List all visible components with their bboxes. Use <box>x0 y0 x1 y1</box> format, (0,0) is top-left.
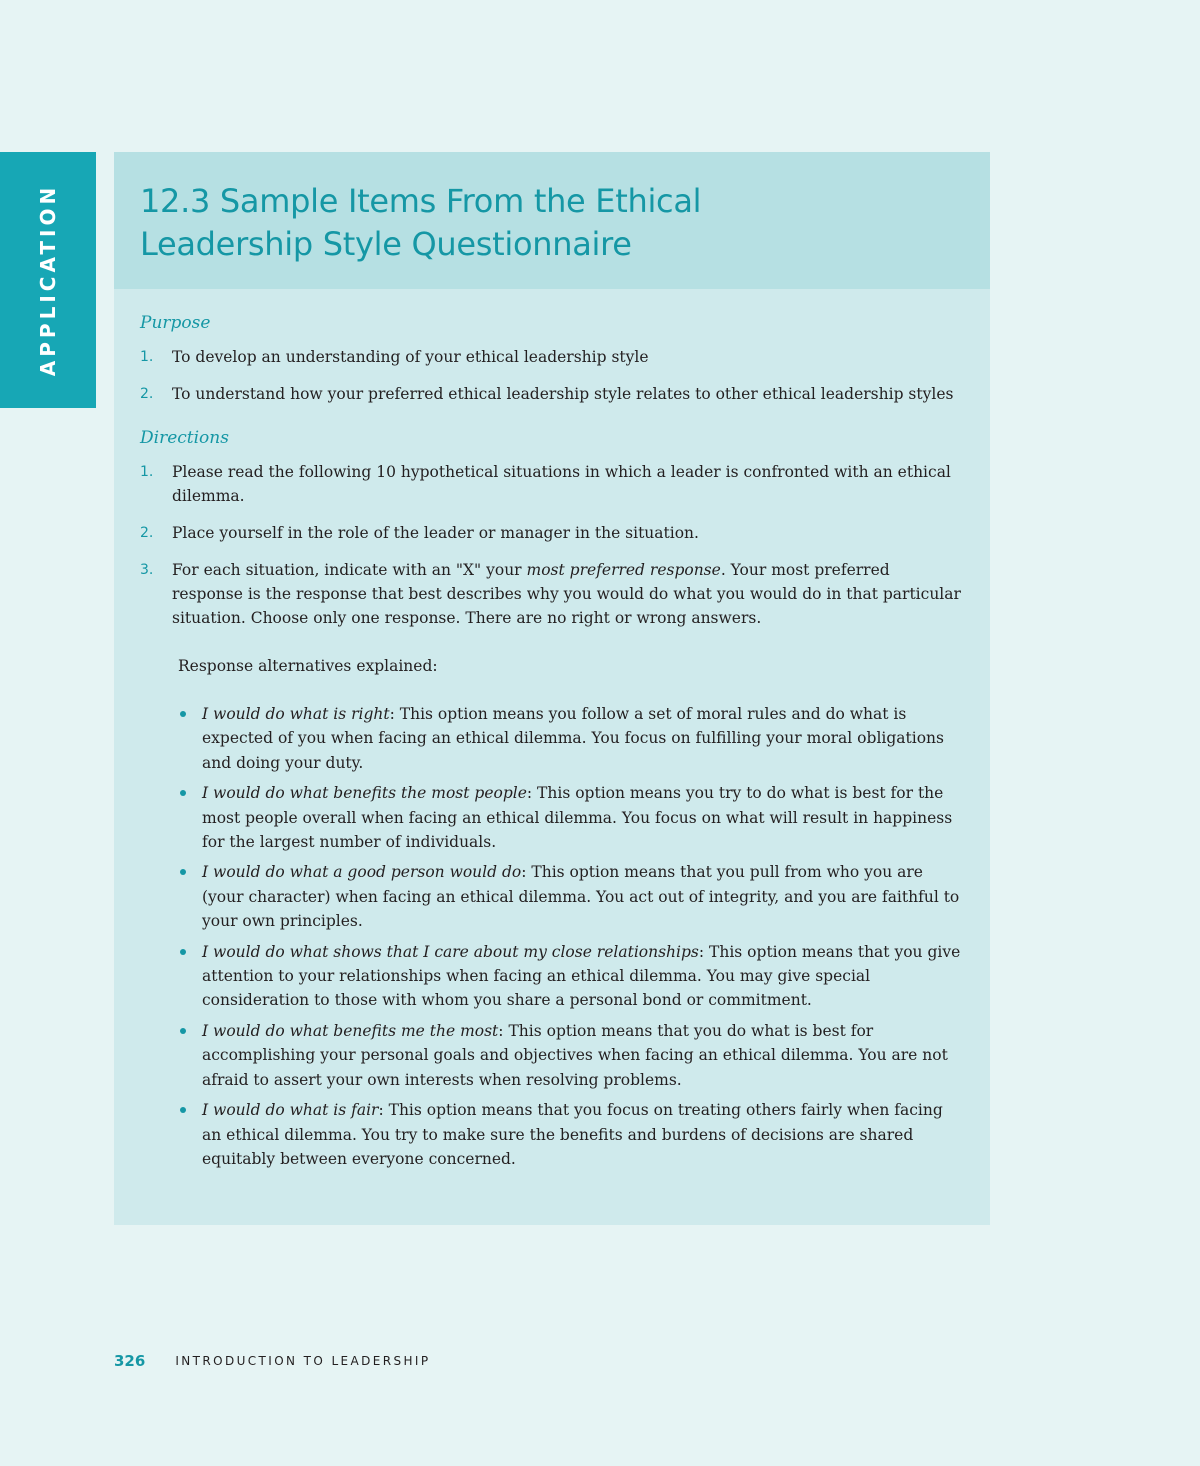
response-alternative-description: : This option means that you focus on treating others fairly when facing an ethical dilemma. You try to make sure the benefits and burdens of decisions are shared equitably between everyone concerned. <box>202 1101 943 1168</box>
response-alternative-label: I would do what benefits me the most <box>202 1021 499 1040</box>
box-title-line-1: 12.3 Sample Items From the Ethical <box>140 182 702 220</box>
response-alternative-label: I would do what benefits the most people <box>202 784 527 803</box>
response-alternative-description: : This option means that you pull from who you are (your character) when facing an ethical dilemma. You act out of integrity, and you are faithful to your own principles. <box>202 863 960 931</box>
response-alternative-description: : This option means that you give attention to your relationships when facing an ethical dilemma. You may give special consideration to those with whom you share a personal bond or commitment. <box>202 942 961 1010</box>
response-alternative-description: : This option means that you do what is best for accomplishing your personal goals and objectives when facing an ethical dilemma. You are not afraid to assert your own interests when resolving problems. <box>202 1021 948 1089</box>
purpose-heading: Purpose <box>140 313 211 333</box>
directions-item-text: Please read the following 10 hypothetical situations in which a leader is confronted with an ethical dilemma. <box>172 463 951 505</box>
directions-item-number: 3. <box>140 562 154 578</box>
response-alternatives-intro: Response alternatives explained: <box>178 657 438 675</box>
box-title <box>140 180 964 266</box>
box-body <box>114 289 990 1171</box>
directions-item-text-after: . Your most preferred response is the response that best describes why you would do what you would do in that particular situation. Choose only one response. There are no right or wrong answers. <box>172 561 961 627</box>
purpose-item-text: To develop an understanding of your ethical leadership style <box>172 348 649 366</box>
box-header <box>114 152 990 289</box>
purpose-list <box>140 345 964 406</box>
response-alternatives-list <box>140 702 964 1171</box>
bullet-dot-icon <box>180 1107 186 1113</box>
directions-heading: Directions <box>140 428 229 448</box>
response-alternative <box>178 781 964 854</box>
response-alternative-label: I would do what is right <box>202 705 390 723</box>
response-alternative-description: : This option means you follow a set of moral rules and do what is expected of you when facing an ethical dilemma. You focus on fulfilling your moral obligations and doing your duty. <box>202 705 944 772</box>
response-alternative-label: I would do what is fair <box>202 1101 379 1120</box>
running-footer-title: INTRODUCTION TO LEADERSHIP <box>175 1354 431 1368</box>
directions-item-text-before: For each situation, indicate with an "X" your <box>172 561 527 579</box>
directions-item <box>140 558 964 630</box>
directions-item-number: 2. <box>140 525 154 541</box>
response-alternative <box>178 1098 964 1171</box>
response-alternative <box>178 1019 964 1092</box>
section-side-tab-label: APPLICATION <box>36 183 60 377</box>
directions-item <box>140 460 964 508</box>
response-alternative-label: I would do what a good person would do <box>202 863 522 882</box>
page-number: 326 <box>114 1352 146 1370</box>
directions-list <box>140 460 964 630</box>
directions-item <box>140 521 964 545</box>
response-alternative-label: I would do what shows that I care about my close relationships <box>202 942 699 961</box>
page-footer <box>114 1352 431 1370</box>
response-alternative <box>178 860 964 933</box>
bullet-dot-icon <box>180 949 186 955</box>
purpose-item-text: To understand how your preferred ethical leadership style relates to other ethical leadership styles <box>172 385 954 403</box>
directions-item-text: Place yourself in the role of the leader or manager in the situation. <box>172 524 699 542</box>
purpose-item-number: 1. <box>140 349 154 365</box>
response-alternative <box>178 940 964 1013</box>
purpose-item <box>140 382 964 406</box>
directions-item-emphasis: most preferred response <box>526 561 721 579</box>
purpose-item <box>140 345 964 369</box>
section-side-tab <box>0 152 96 408</box>
bullet-dot-icon <box>180 711 186 717</box>
response-alternative-description: : This option means you try to do what is best for the most people overall when facing an ethical dilemma. You focus on what will result in happiness for the largest number of individuals. <box>202 784 953 852</box>
questionnaire-box <box>114 152 990 1225</box>
bullet-dot-icon <box>180 1028 186 1034</box>
bullet-dot-icon <box>180 869 186 875</box>
box-title-line-2: Leadership Style Questionnaire <box>140 225 632 263</box>
response-alternative <box>178 702 964 775</box>
purpose-item-number: 2. <box>140 386 154 402</box>
directions-item-number: 1. <box>140 464 154 480</box>
bullet-dot-icon <box>180 790 186 796</box>
